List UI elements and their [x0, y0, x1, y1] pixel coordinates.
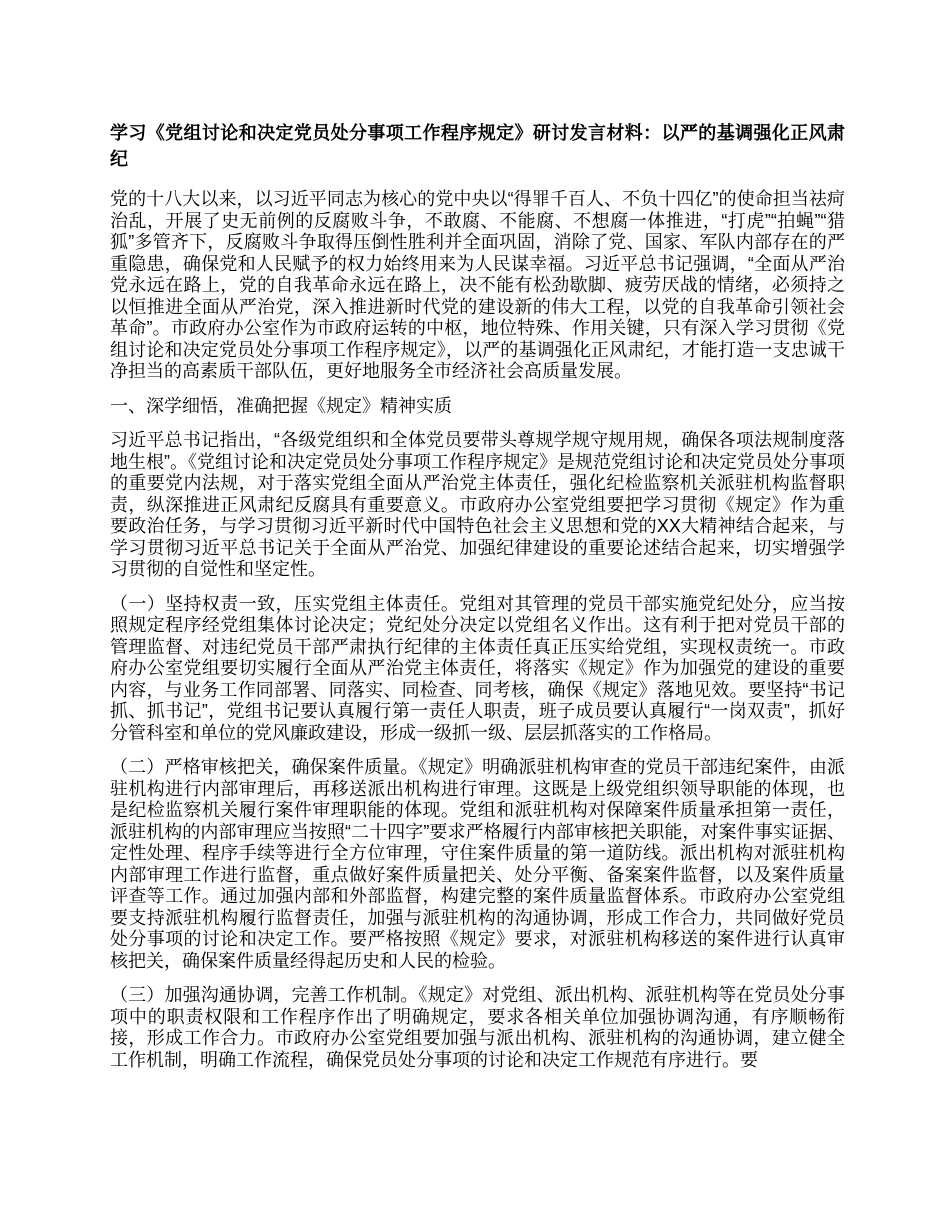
section-1-heading: 一、深学细悟，准确把握《规定》精神实质: [110, 395, 452, 416]
section-1-lead-paragraph: 习近平总书记指出，“各级党组织和全体党员要带头尊规学规守规用规，确保各项法规制度落地生根”。《党组讨论和决定党员处分事项工作程序规定》是规范党组讨论和决定党员处分事项的重要党内法规，对于落实党组全面从严治党主体责任，强化纪检监察机关派驻机构监督职责，纵深推进正风肃纪反腐具有重要意义。市政府办公室党组要把学习贯彻《规定》作为重要政治任务，与学习贯彻习近平新时代中国特色社会主义思想和党的XX大精神结合起来，与学习贯彻习近平总书记关于全面从严治党、加强纪律建设的重要论述结合起来，切实增强学习贯彻的自觉性和坚定性。: [110, 430, 845, 579]
document-title: 学习《党组讨论和决定党员处分事项工作程序规定》研讨发言材料：以严的基调强化正风肃纪: [110, 123, 845, 169]
point-3-paragraph: （三）加强沟通协调，完善工作机制。《规定》对党组、派出机构、派驻机构等在党员处分事项中的职责权限和工作程序作出了明确规定，要求各相关单位加强协调沟通，有序顺畅衔接，形成工作合力。市政府办公室党组要加强与派出机构、派驻机构的沟通协调，建立健全工作机制，明确工作流程，确保党员处分事项的讨论和决定工作规范有序进行。要: [110, 985, 845, 1070]
intro-paragraph: 党的十八大以来，以习近平同志为核心的党中央以“得罪千百人、不负十四亿”的使命担当祛疴治乱，开展了史无前例的反腐败斗争，不敢腐、不能腐、不想腐一体推进，“打虎”“拍蝇”“猎狐”多管齐下，反腐败斗争取得压倒性胜利并全面巩固，消除了党、国家、军队内部存在的严重隐患，确保党和人民赋予的权力始终用来为人民谋幸福。习近平总书记强调，“全面从严治党永远在路上，党的自我革命永远在路上，决不能有松劲歇脚、疲劳厌战的情绪，必须持之以恒推进全面从严治党，深入推进新时代党的建设新的伟大工程，以党的自我革命引领社会革命”。市政府办公室作为市政府运转的中枢，地位特殊、作用关键，只有深入学习贯彻《党组讨论和决定党员处分事项工作程序规定》，以严的基调强化正风肃纪，才能打造一支忠诚干净担当的高素质干部队伍，更好地服务全市经济社会高质量发展。: [110, 189, 845, 381]
point-1-paragraph: （一）坚持权责一致，压实党组主体责任。党组对其管理的党员干部实施党纪处分，应当按照规定程序经党组集体讨论决定；党纪处分决定以党组名义作出。这有利于把对党员干部的管理监督、对违纪党员干部严肃执行纪律的主体责任真正压实给党组，实现权责统一。市政府办公室党组要切实履行全面从严治党主体责任，将落实《规定》作为加强党的建设的重要内容，与业务工作同部署、同落实、同检查、同考核，确保《规定》落地见效。要坚持“书记抓、抓书记”，党组书记要认真履行第一责任人职责，班子成员要认真履行“一岗双责”，抓好分管科室和单位的党风廉政建设，形成一级抓一级、层层抓落实的工作格局。: [110, 593, 845, 743]
point-2-paragraph: （二）严格审核把关，确保案件质量。《规定》明确派驻机构审查的党员干部违纪案件，由派驻机构进行内部审理后，再移送派出机构进行审理。这既是上级党组织领导职能的体现，也是纪检监察机关履行案件审理职能的体现。党组和派驻机构对保障案件质量承担第一责任，派驻机构的内部审理应当按照“二十四字”要求严格履行内部审核把关职能，对案件事实证据、定性处理、程序手续等进行全方位审理，守住案件质量的第一道防线。派出机构对派驻机构内部审理工作进行监督，重点做好案件质量把关、处分平衡、备案案件监督，以及案件质量评查等工作。通过加强内部和外部监督，构建完整的案件质量监督体系。市政府办公室党组要支持派驻机构履行监督责任，加强与派驻机构的沟通协调，形成工作合力，共同做好党员处分事项的讨论和决定工作。要严格按照《规定》要求，对派驻机构移送的案件进行认真审核把关，确保案件质量经得起历史和人民的检验。: [110, 757, 845, 971]
